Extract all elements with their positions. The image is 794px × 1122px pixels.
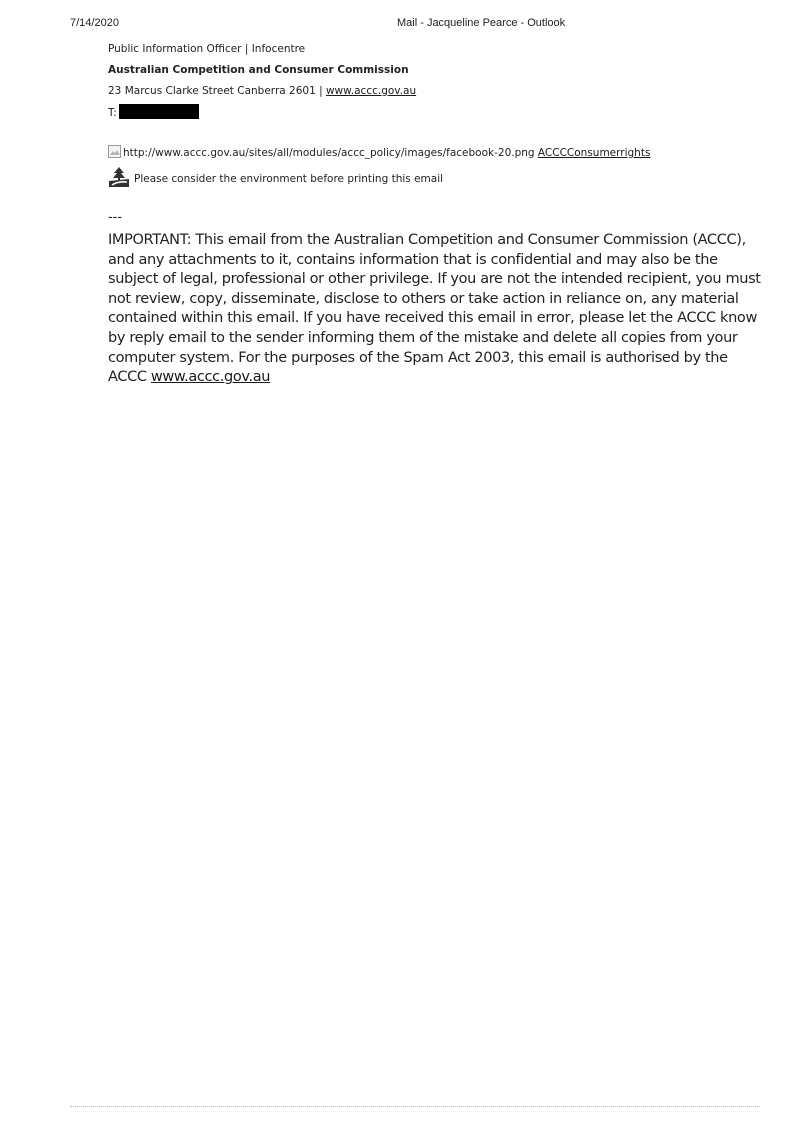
tree-icon (108, 166, 130, 188)
signature-address: 23 Marcus Clarke Street Canberra 2601 | (108, 85, 326, 97)
broken-image-icon (108, 145, 122, 159)
print-date: 7/14/2020 (70, 17, 119, 29)
signature-phone-line (108, 104, 768, 125)
signature-website-link[interactable]: www.accc.gov.au (325, 85, 417, 97)
email-signature (108, 41, 768, 125)
environment-line (108, 166, 443, 188)
signature-phone-label: T: (108, 107, 117, 119)
environment-note: Please consider the environment before printing this email (134, 173, 444, 185)
separator: --- (108, 208, 122, 224)
print-title: Mail - Jacqueline Pearce - Outlook (397, 17, 566, 29)
signature-role: Public Information Officer | Infocentre (108, 43, 306, 55)
signature-address-line (108, 83, 768, 104)
footer-line (70, 1106, 760, 1109)
facebook-link[interactable]: ACCCConsumerrights (537, 147, 651, 159)
print-header (0, 17, 794, 33)
disclaimer-website-link[interactable]: www.accc.gov.au (150, 369, 271, 386)
redaction-box (119, 104, 199, 119)
disclaimer (108, 231, 768, 388)
social-image-url: http://www.accc.gov.au/sites/all/modules/accc_policy/images/facebook-20.png (123, 147, 535, 159)
social-image-line (108, 145, 650, 159)
disclaimer-text: IMPORTANT: This email from the Australian Competition and Consumer Commission (ACCC), and any attachments to it, contains information that is confidential and may also be the subject of legal, professional or other privilege. If you are not the intended recipient, you must not review, copy, disseminate, disclose to others or take action in reliance on, any material contained within this email. If you have received this email in error, please let the ACCC know by reply email to the sender informing them of the mistake and delete all copies from your computer system. For the purposes of the Spam Act 2003, this email is authorised by the ACCC (108, 232, 761, 386)
signature-organisation: Australian Competition and Consumer Commission (108, 64, 409, 76)
